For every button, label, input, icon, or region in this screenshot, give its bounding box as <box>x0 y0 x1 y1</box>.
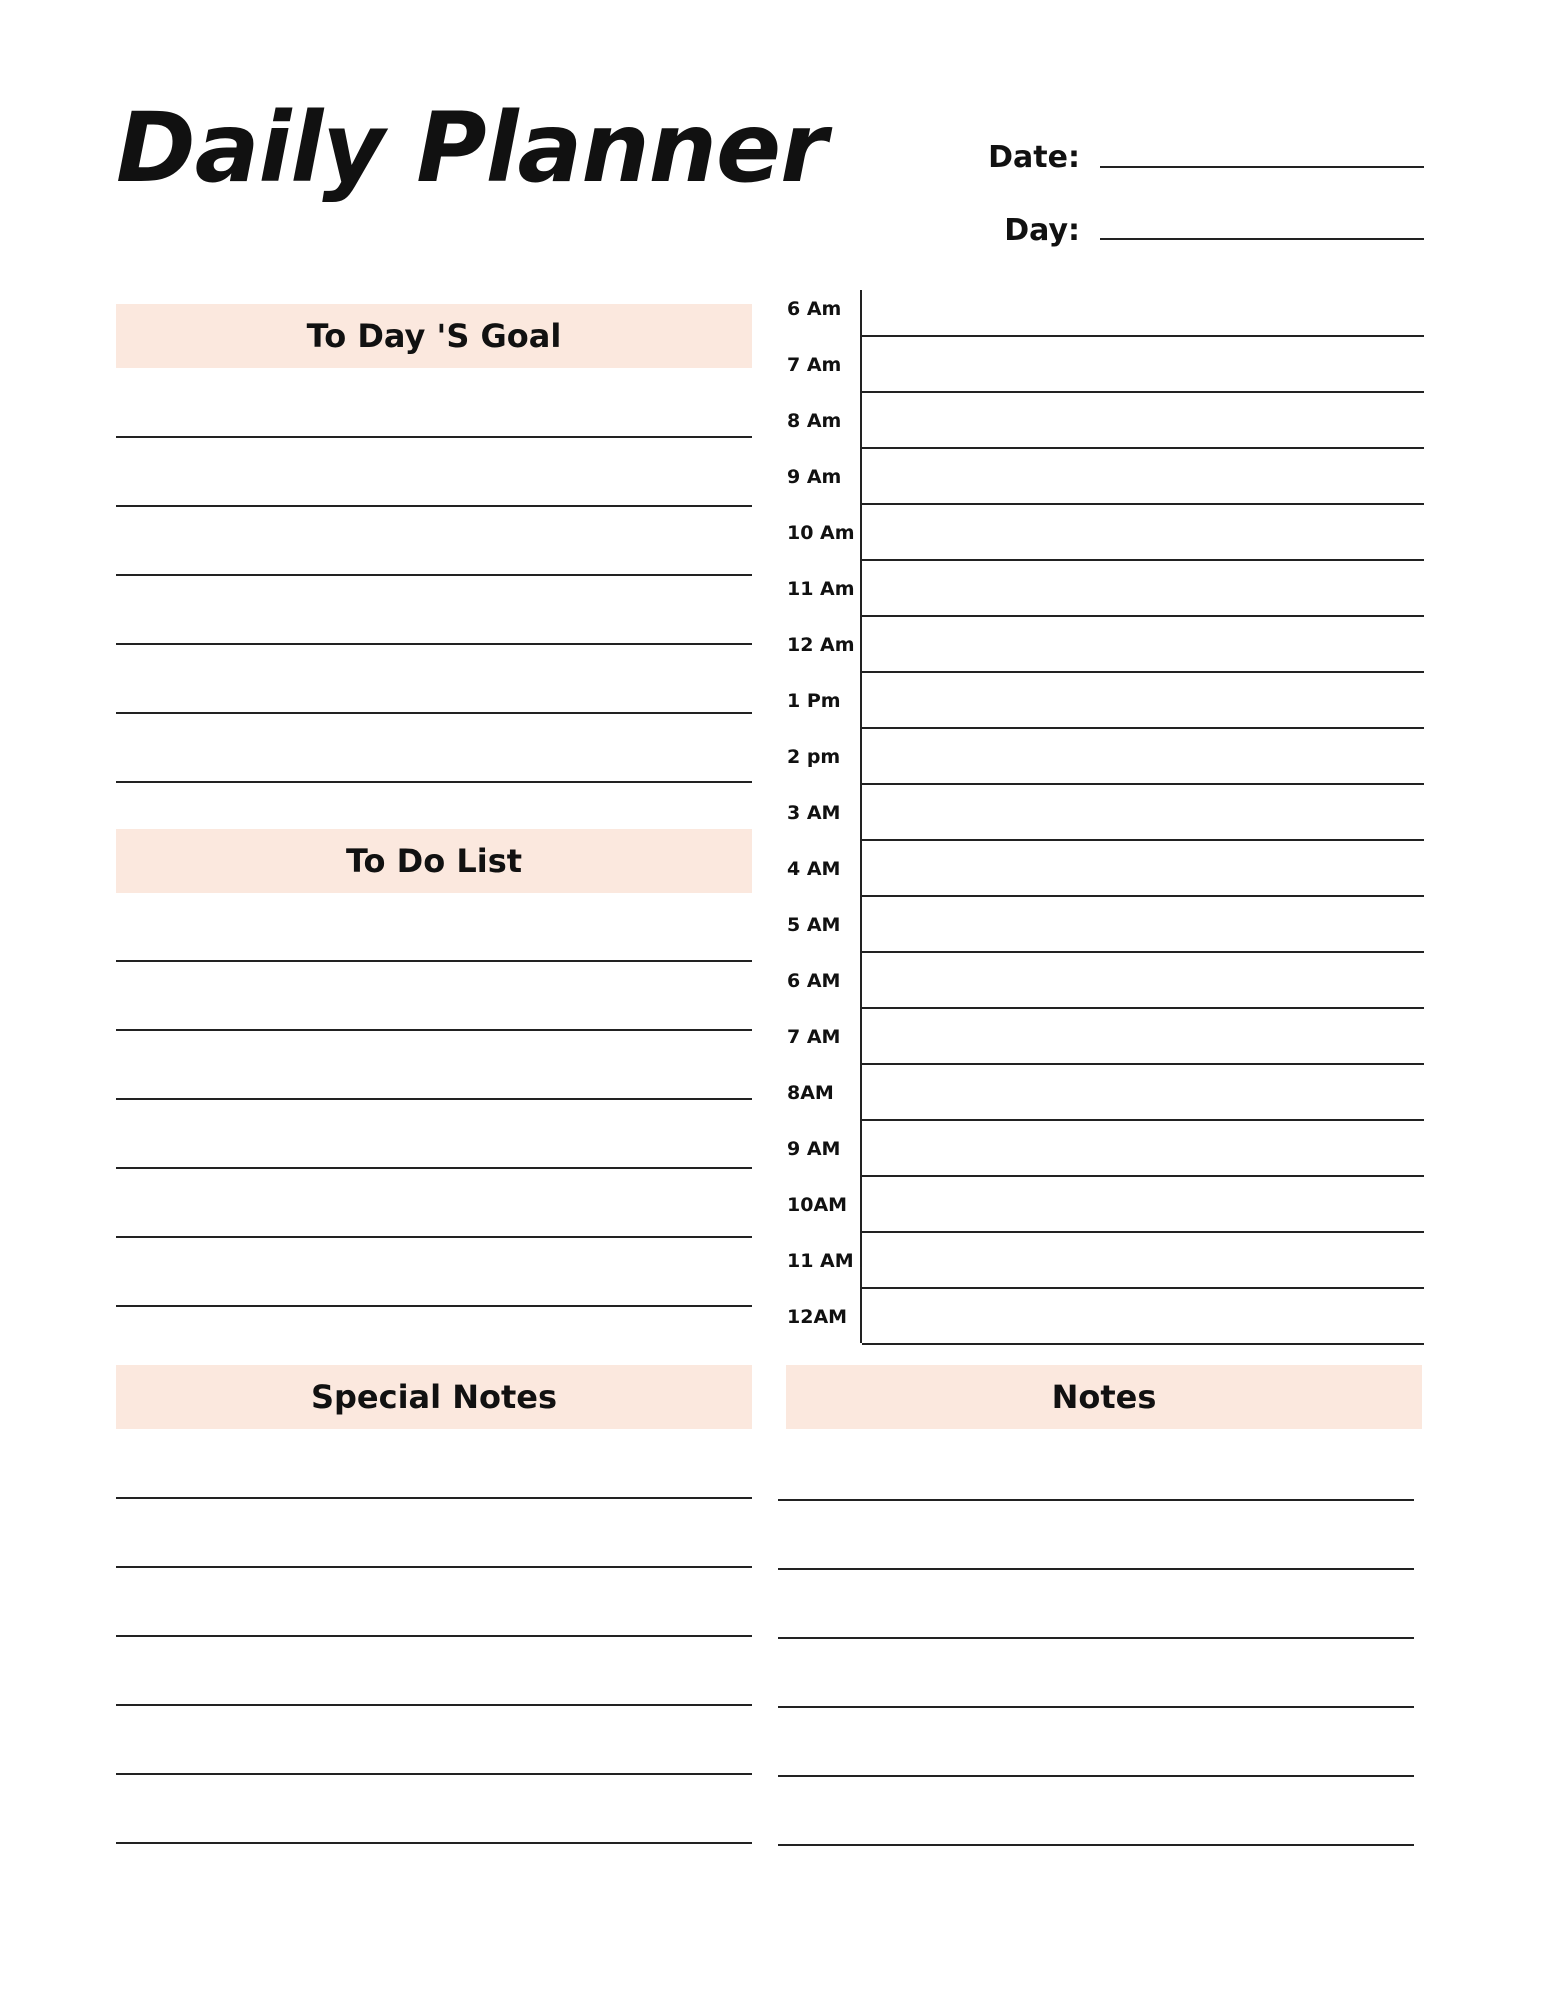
time-slot-label: 7 AM <box>787 1026 841 1048</box>
goal-line[interactable] <box>116 574 752 576</box>
time-slot-label: 9 AM <box>787 1138 841 1160</box>
time-slot-line[interactable] <box>862 671 1424 673</box>
page-title: Daily Planner <box>116 92 827 204</box>
time-slot-label: 6 Am <box>787 298 842 320</box>
time-slot-line[interactable] <box>862 951 1424 953</box>
time-slot-label: 7 Am <box>787 354 842 376</box>
time-slot-line[interactable] <box>862 1119 1424 1121</box>
time-slot-label: 12AM <box>787 1306 848 1328</box>
time-slot-label: 12 Am <box>787 634 855 656</box>
todo-line[interactable] <box>116 960 752 962</box>
special-notes-line[interactable] <box>116 1704 752 1706</box>
time-slot-label: 1 Pm <box>787 690 841 712</box>
notes-line[interactable] <box>778 1844 1414 1846</box>
time-slot-line[interactable] <box>862 1175 1424 1177</box>
notes-line[interactable] <box>778 1775 1414 1777</box>
special-notes-line[interactable] <box>116 1635 752 1637</box>
time-slot-label: 11 AM <box>787 1250 854 1272</box>
time-slot-label: 3 AM <box>787 802 841 824</box>
time-slot-label: 6 AM <box>787 970 841 992</box>
time-slot-line[interactable] <box>862 503 1424 505</box>
notes-line[interactable] <box>778 1637 1414 1639</box>
goal-line[interactable] <box>116 712 752 714</box>
time-slot-label: 5 AM <box>787 914 841 936</box>
time-slot-label: 2 pm <box>787 746 841 768</box>
goal-line[interactable] <box>116 643 752 645</box>
todo-line[interactable] <box>116 1167 752 1169</box>
time-slot-line[interactable] <box>862 391 1424 393</box>
time-slot-line[interactable] <box>862 1007 1424 1009</box>
date-field[interactable] <box>1100 166 1424 168</box>
time-slot-line[interactable] <box>862 895 1424 897</box>
time-slot-label: 11 Am <box>787 578 855 600</box>
time-slot-label: 10AM <box>787 1194 848 1216</box>
notes-line[interactable] <box>778 1568 1414 1570</box>
time-slot-label: 8AM <box>787 1082 834 1104</box>
todo-line[interactable] <box>116 1236 752 1238</box>
special-notes-line[interactable] <box>116 1842 752 1844</box>
special-notes-line[interactable] <box>116 1773 752 1775</box>
todo-line[interactable] <box>116 1098 752 1100</box>
todo-line[interactable] <box>116 1305 752 1307</box>
day-label: Day: <box>1004 213 1080 248</box>
time-slot-label: 9 Am <box>787 466 842 488</box>
special-notes-line[interactable] <box>116 1497 752 1499</box>
day-field[interactable] <box>1100 238 1424 240</box>
goal-line[interactable] <box>116 781 752 783</box>
time-slot-line[interactable] <box>862 1343 1424 1345</box>
special-notes-line[interactable] <box>116 1566 752 1568</box>
goal-line[interactable] <box>116 436 752 438</box>
time-slot-label: 10 Am <box>787 522 855 544</box>
time-slot-line[interactable] <box>862 335 1424 337</box>
notes-section-header: Notes <box>786 1365 1422 1429</box>
time-slot-label: 8 Am <box>787 410 842 432</box>
time-slot-line[interactable] <box>862 447 1424 449</box>
time-slot-line[interactable] <box>862 559 1424 561</box>
time-slot-line[interactable] <box>862 1063 1424 1065</box>
time-slot-line[interactable] <box>862 783 1424 785</box>
special-notes-section-header: Special Notes <box>116 1365 752 1429</box>
goal-line[interactable] <box>116 505 752 507</box>
time-slot-label: 4 AM <box>787 858 841 880</box>
date-label: Date: <box>988 140 1080 175</box>
notes-line[interactable] <box>778 1706 1414 1708</box>
time-slot-line[interactable] <box>862 839 1424 841</box>
time-slot-line[interactable] <box>862 1287 1424 1289</box>
todo-section-header: To Do List <box>116 829 752 893</box>
time-slot-line[interactable] <box>862 1231 1424 1233</box>
time-slot-line[interactable] <box>862 727 1424 729</box>
todo-line[interactable] <box>116 1029 752 1031</box>
notes-line[interactable] <box>778 1499 1414 1501</box>
time-slot-line[interactable] <box>862 615 1424 617</box>
goal-section-header: To Day 'S Goal <box>116 304 752 368</box>
